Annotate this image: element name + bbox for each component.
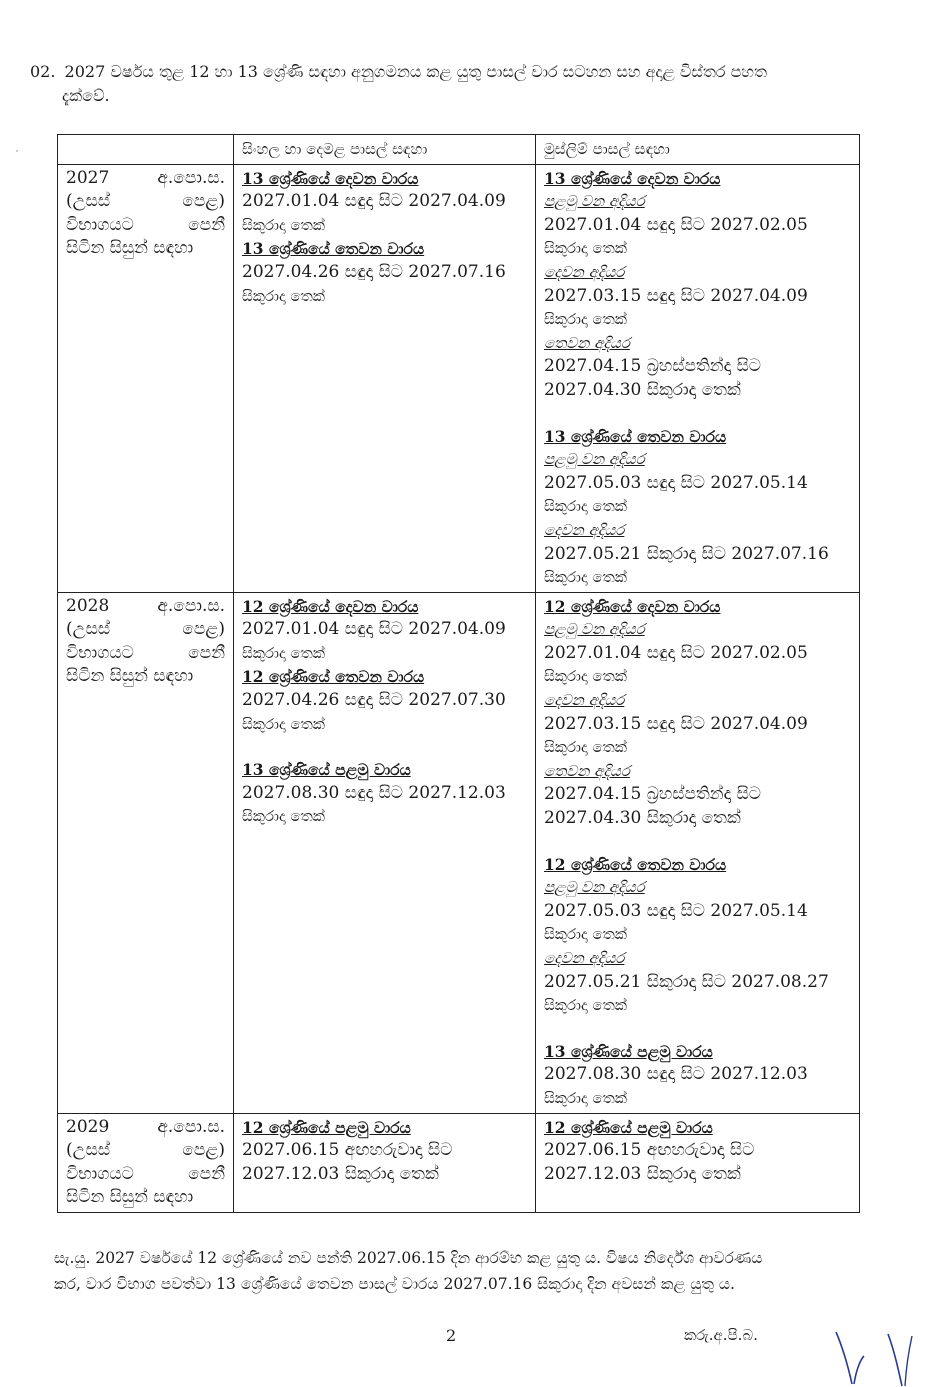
footnote-line-1: සැ.යු. 2027 වර්ෂයේ 12 ශ්‍රේණියේ නව පන්ති 2027.06.15 දින ආරම්භ කළ යුතු ය. විෂය නිර්දේශ ආවරණය <box>54 1249 763 1267</box>
exam-dept: විභාගයට <box>66 1163 134 1184</box>
exam-name: අ.පො.ස. <box>157 595 225 616</box>
phase-end: 2027.04.30 සිකුරාදා තෙක් <box>544 379 741 400</box>
term-range: 2027.04.26 සඳුදා සිට 2027.07.16 <box>242 261 506 282</box>
phase-range: 2027.03.15 සඳුදා සිට 2027.04.09 <box>544 285 808 306</box>
phase-label: දෙවන අදියර <box>544 520 625 539</box>
document-reference: කරු.අ.පි.බ. <box>684 1326 758 1344</box>
phase-label: දෙවන අදියර <box>544 262 625 281</box>
sinhala-tamil-cell <box>234 1113 536 1212</box>
table-row <box>58 592 860 1113</box>
term-end: සිකුරාදා තෙක් <box>242 215 325 234</box>
term-heading: 13 ශ්‍රේණියේ පළමු වාරය <box>544 1041 713 1061</box>
term-heading: 12 ශ්‍රේණියේ දෙවන වාරය <box>544 596 721 616</box>
table-header-row <box>58 135 860 165</box>
footnote-line-2: කර, වාර විභාග පවත්වා 13 ශ්‍රේණියේ තෙවන පාසල් වාරය 2027.07.16 සිකුරාදා දින අවසන් කළ යුතු ය. <box>54 1275 735 1293</box>
table-row <box>58 164 860 592</box>
header-muslim: මුස්ලිම් පාසල් සඳහා <box>536 135 860 165</box>
phase-end: සිකුරාදා තෙක් <box>544 996 627 1015</box>
scan-speck <box>16 150 18 152</box>
term-end: සිකුරාදා තෙක් <box>242 286 325 305</box>
spacer <box>544 831 851 853</box>
term-heading: 12 ශ්‍රේණියේ තෙවන වාරය <box>242 667 425 687</box>
phase-label: පළමු වන අදියර <box>544 620 645 639</box>
section-number: 02. <box>30 62 56 81</box>
exam-level-a: (උසස් <box>66 1140 111 1161</box>
phase-range: 2027.05.21 සිකුරාදා සිට 2027.07.16 <box>544 543 829 564</box>
term-heading: 12 ශ්‍රේණියේ පළමු වාරය <box>544 1117 713 1137</box>
term-range: 2027.04.26 සඳුදා සිට 2027.07.30 <box>242 690 506 711</box>
header-sinhala-tamil: සිංහල හා දෙමළ පාසල් සඳහා <box>234 135 536 165</box>
phase-range: 2027.08.30 සඳුදා සිට 2027.12.03 <box>544 1064 808 1085</box>
spacer <box>544 1018 851 1040</box>
phase-range: 2027.01.04 සඳුදා සිට 2027.02.05 <box>544 642 808 663</box>
term-heading: 13 ශ්‍රේණියේ තෙවන වාරය <box>242 239 425 259</box>
signature-mark <box>828 1326 928 1387</box>
term-schedule-table <box>57 134 860 1213</box>
sinhala-tamil-cell <box>234 592 536 1113</box>
term-heading: 12 ශ්‍රේණියේ පළමු වාරය <box>242 1117 411 1137</box>
phase-end: සිකුරාදා තෙක් <box>544 239 627 258</box>
term-end: 2027.12.03 සිකුරාදා තෙක් <box>242 1163 439 1184</box>
spacer <box>242 736 527 758</box>
term-end: සිකුරාදා තෙක් <box>242 643 325 662</box>
phase-end: සිකුරාදා තෙක් <box>544 738 627 757</box>
term-end: සිකුරාදා තෙක් <box>242 714 325 733</box>
exam-dept: විභාගයට <box>66 642 134 663</box>
phase-label: පළමු වන අදියර <box>544 192 645 211</box>
exam-level-a: (උසස් <box>66 619 111 640</box>
table-row <box>58 1113 860 1212</box>
phase-end: 2027.12.03 සිකුරාදා තෙක් <box>544 1163 741 1184</box>
exam-group-cell <box>58 1113 234 1212</box>
term-heading: 12 ශ්‍රේණියේ තෙවන වාරය <box>544 854 727 874</box>
phase-end: සිකුරාදා තෙක් <box>544 667 627 686</box>
exam-dept: විභාගයට <box>66 214 134 235</box>
exam-level-b: පෙළ) <box>182 1140 225 1161</box>
term-end: සිකුරාදා තෙක් <box>242 807 325 826</box>
exam-year: 2028 <box>66 595 110 616</box>
phase-end: සිකුරාදා තෙක් <box>544 1088 627 1107</box>
exam-name: අ.පො.ස. <box>157 1116 225 1137</box>
exam-level-b: පෙළ) <box>182 191 225 212</box>
phase-label: පළමු වන අදියර <box>544 878 645 897</box>
exam-level-a: (උසස් <box>66 191 111 212</box>
page-number: 2 <box>446 1326 457 1345</box>
intro-line-1: 2027 වර්ෂය තුළ 12 හා 13 ශ්‍රේණි සඳහා අනුගමනය කළ යුතු පාසල් වාර සටහන සහ අදාළ විස්තර පහත <box>64 62 767 81</box>
term-heading: 13 ශ්‍රේණියේ දෙවන වාරය <box>242 168 419 188</box>
phase-label: තෙවන අදියර <box>544 761 630 780</box>
phase-end: සිකුරාදා තෙක් <box>544 925 627 944</box>
exam-group-cell <box>58 164 234 592</box>
phase-range: 2027.05.03 සඳුදා සිට 2027.05.14 <box>544 472 808 493</box>
sinhala-tamil-cell <box>234 164 536 592</box>
muslim-cell <box>536 1113 860 1212</box>
intro-paragraph <box>30 60 890 108</box>
exam-year: 2029 <box>66 1116 110 1137</box>
phase-range: 2027.05.21 සිකුරාදා සිට 2027.08.27 <box>544 971 829 992</box>
phase-label: දෙවන අදියර <box>544 691 625 710</box>
exam-level-b: පෙළ) <box>182 619 225 640</box>
exam-rest: සිටින සිසුන් සඳහා <box>66 1187 194 1208</box>
exam-group-cell <box>58 592 234 1113</box>
phase-end: 2027.04.30 සිකුරාදා තෙක් <box>544 808 741 829</box>
footnote <box>54 1245 894 1297</box>
exam-sit: පෙනී <box>188 642 225 663</box>
muslim-cell <box>536 592 860 1113</box>
exam-rest: සිටින සිසුන් සඳහා <box>66 238 194 259</box>
intro-line-2: දැක්වේ. <box>62 86 110 105</box>
term-range: 2027.01.04 සඳුදා සිට 2027.04.09 <box>242 619 506 640</box>
phase-range: 2027.04.15 බ්‍රහස්පතින්දා සිට <box>544 784 762 805</box>
exam-sit: පෙනී <box>188 1163 225 1184</box>
phase-label: දෙවන අදියර <box>544 949 625 967</box>
phase-end: සිකුරාදා තෙක් <box>544 568 627 587</box>
phase-label: තෙවන අදියර <box>544 333 630 352</box>
term-heading: 12 ශ්‍රේණියේ දෙවන වාරය <box>242 596 419 616</box>
exam-rest: සිටින සිසුන් සඳහා <box>66 666 194 687</box>
term-heading: 13 ශ්‍රේණියේ දෙවන වාරය <box>544 168 721 188</box>
term-range: 2027.06.15 අඟහරුවාදා සිට <box>242 1140 453 1161</box>
exam-name: අ.පො.ස. <box>157 167 225 188</box>
term-heading: 13 ශ්‍රේණියේ තෙවන වාරය <box>544 426 727 446</box>
phase-range: 2027.01.04 සඳුදා සිට 2027.02.05 <box>544 214 808 235</box>
spacer <box>544 403 851 425</box>
term-heading: 13 ශ්‍රේණියේ පළමු වාරය <box>242 760 411 780</box>
term-range: 2027.01.04 සඳුදා සිට 2027.04.09 <box>242 191 506 212</box>
phase-label: පළමු වන අදියර <box>544 450 645 469</box>
term-range: 2027.08.30 සඳුදා සිට 2027.12.03 <box>242 782 506 803</box>
phase-range: 2027.05.03 සඳුදා සිට 2027.05.14 <box>544 900 808 921</box>
phase-end: සිකුරාදා තෙක් <box>544 310 627 329</box>
phase-range: 2027.03.15 සඳුදා සිට 2027.04.09 <box>544 713 808 734</box>
exam-year: 2027 <box>66 167 110 188</box>
phase-range: 2027.06.15 අඟහරුවාදා සිට <box>544 1140 755 1161</box>
muslim-cell <box>536 164 860 592</box>
exam-sit: පෙනී <box>188 214 225 235</box>
phase-range: 2027.04.15 බ්‍රහස්පතින්දා සිට <box>544 356 762 377</box>
header-group <box>58 135 234 165</box>
phase-end: සිකුරාදා තෙක් <box>544 497 627 516</box>
